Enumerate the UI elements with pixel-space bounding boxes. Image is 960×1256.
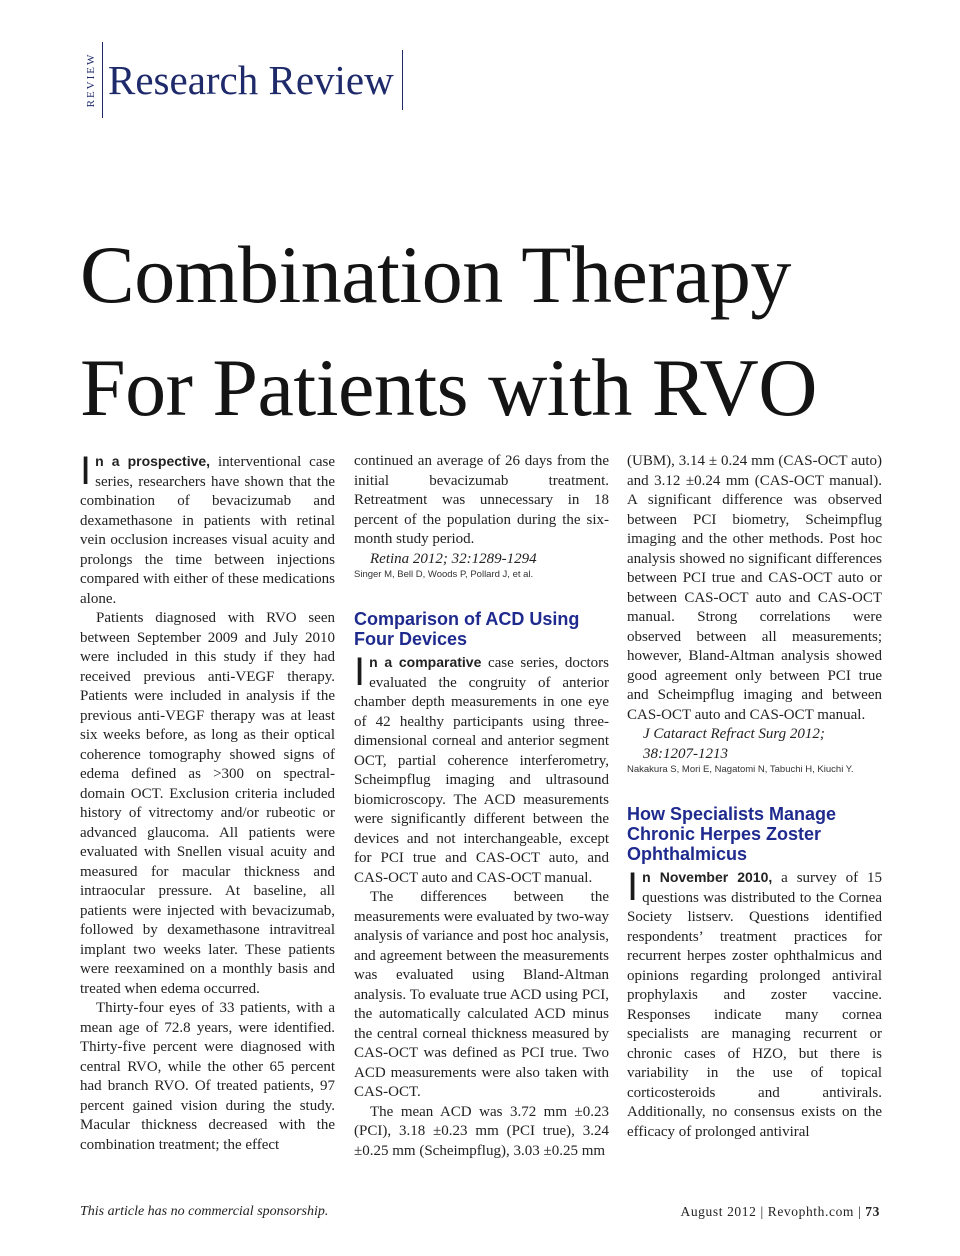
page-footer: [680, 1204, 880, 1220]
sponsorship-note: This article has no commercial sponsorship.: [80, 1204, 329, 1219]
page-number: 73: [865, 1204, 880, 1219]
article1-citation: Retina 2012; 32:1289-1294: [370, 550, 537, 567]
article2-p1: case series, doctors evaluated the congruity of anterior chamber depth measurements in one eye of 42 healthy participants using three-dimensional corneal and anterior segment OCT, partial coherence interferometry, Scheimpflug imaging and ultrasound biomicroscopy. The ACD measurements were significantly different between the devices and not interchangeable, except for PCI true and CAS-OCT auto, and CAS-OCT auto and CAS-OCT manual.: [354, 655, 609, 886]
section-title: Research Review: [108, 50, 403, 110]
article1-p1: interventional case series, researchers have shown that the combination of bevacizumab and dexamethasone in patients with retinal vein occlusion increases visual acuity and prolongs the time between injections compared with either of these medications alone.: [80, 454, 335, 607]
article2-citation: J Cataract Refract Surg 2012; 38:1207-1213: [643, 726, 825, 762]
dropcap: I: [627, 865, 639, 909]
article2-p3-continued: (UBM), 3.14 ± 0.24 mm (CAS-OCT auto) and 3.12 ±0.24 mm (CAS-OCT manual). A significant difference was observed between PCI biometry, Scheimpflug imaging and the other methods. Post hoc analysis showed no significant differences between PCI true and CAS-OCT auto or between CAS-OCT auto and CAS-OCT manual. Strong correlations were observed between all measurements; however, Bland-Altman analysis showed good agreement only between PCI true and Scheimpflug imaging and between CAS-OCT auto and CAS-OCT manual.: [627, 453, 882, 723]
article2-title: Comparison of ACD Using Four Devices: [354, 609, 580, 649]
page-title: [80, 218, 817, 444]
dropcap: I: [80, 449, 92, 493]
article2-p2: The differences between the measurements were evaluated by two-way analysis of variance and post hoc analysis, and agreement between the measurements was evaluated using Bland-Altman analysis. To evaluate true ACD using PCI, the automatically calculated ACD minus the central corneal thickness measured by CAS-OCT was defined as PCI true. Two ACD measurements were also taken with CAS-OCT.: [354, 889, 609, 1100]
article1-p3-start: Thirty-four eyes of 33 patients, with a mean age of 72.8 years, were identified. Thirty-five percent were diagnosed with central RVO, while the other 65 percent had branch RVO. Of treated patients, 97 percent gained vision during the study. Macular thickness decreased with the combination treatment; the effect: [80, 1000, 335, 1153]
review-tab: [80, 42, 103, 118]
lead-in: n a comparative: [369, 654, 482, 670]
dropcap: I: [354, 650, 366, 694]
column-3: [627, 452, 882, 1142]
article3-title: How Specialists Manage Chronic Herpes Zoster Ophthalmicus: [627, 804, 837, 864]
article1-authors: Singer M, Bell D, Woods P, Pollard J, et al.: [354, 569, 534, 580]
column-1: [80, 449, 335, 1155]
article3-lead-paragraph: [627, 865, 882, 1142]
article1-p3-continued: continued an average of 26 days from the initial bevacizumab treatment. Retreatment was unnecessary in 18 percent of the population during the six-month study period.: [354, 453, 609, 547]
article1-lead-paragraph: [80, 449, 335, 609]
issue-info: August 2012 | Revophth.com |: [680, 1204, 862, 1219]
article2-lead-paragraph: [354, 650, 609, 888]
lead-in: n a prospective,: [95, 453, 211, 469]
article3-p1: a survey of 15 questions was distributed to the Cornea Society listserv. Questions identified respondents’ treatment practices for recurrent herpes zoster ophthalmicus and opinions regarding prolonged antiviral prophylaxis and zoster vaccine. Responses indicate many cornea specialists are managing recurrent or chronic cases of HZO, but there is variability in the use of topical corticosteroids and antivirals. Additionally, no consensus exists on the efficacy of prolonged antiviral: [627, 870, 882, 1140]
review-tab-label: REVIEW: [85, 52, 97, 108]
article1-p2: Patients diagnosed with RVO seen between September 2009 and July 2010 were included in this study if they had received previous anti-VEGF therapy. Patients were included in analysis if the previous anti-VEGF therapy was at least six weeks before, as long as their optical coherence tomography showed signs of edema defined as >300 on spectral-domain OCT. Exclusion criteria included history of vitrectomy and/or rubeotic or advanced glaucoma. All patients were evaluated with Snellen visual acuity and measured for macular thickness and intraocular pressure. At baseline, all patients were injected with bevacizumab, followed by dexamethasone intravitreal implant two weeks later. These patients were reexamined on a monthly basis and treated when edema occurred.: [80, 610, 335, 997]
article2-authors: Nakakura S, Mori E, Nagatomi N, Tabuchi H, Kiuchi Y.: [627, 764, 854, 775]
headline-line-2: For Patients with RVO: [80, 342, 817, 433]
article2-p3-start: The mean ACD was 3.72 mm ±0.23 (PCI), 3.18 ±0.23 mm (PCI true), 3.24 ±0.25 mm (Scheimpflug), 3.03 ±0.25 mm: [354, 1103, 609, 1159]
headline-line-1: Combination Therapy: [80, 229, 791, 320]
column-2: [354, 452, 609, 1161]
lead-in: n November 2010,: [642, 869, 773, 885]
